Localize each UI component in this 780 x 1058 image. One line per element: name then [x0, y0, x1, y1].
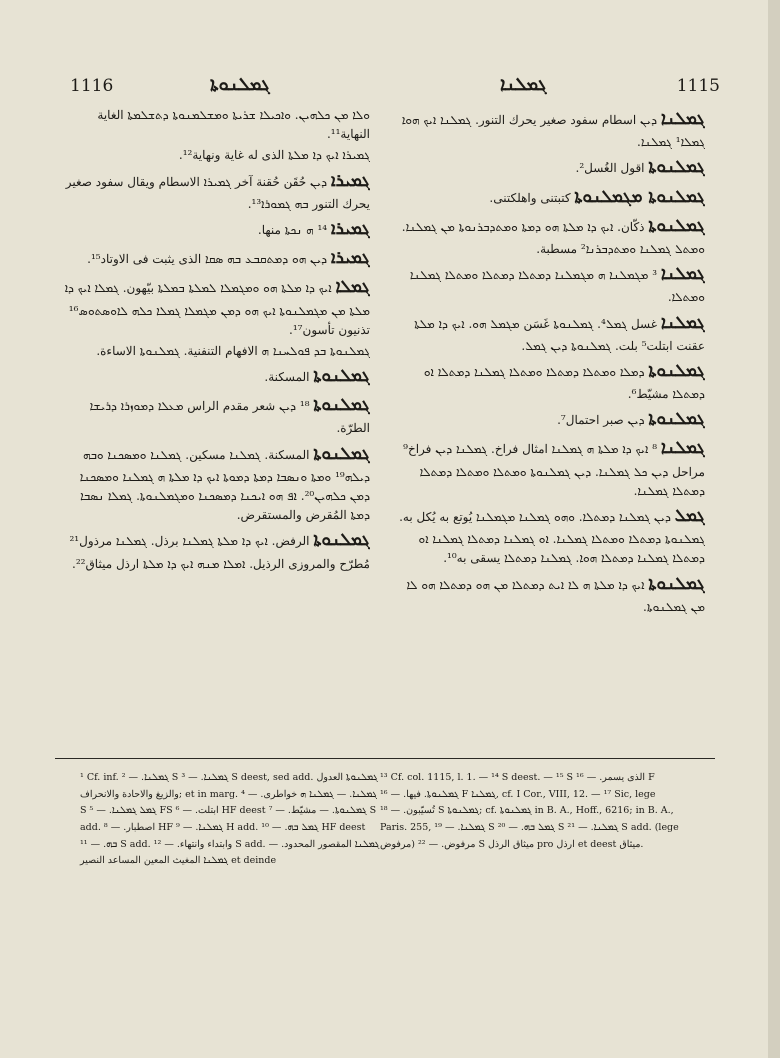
left-column [60, 106, 370, 742]
page-header [50, 76, 720, 102]
entry-headword: ܓܡܠܢܘܬܐ [648, 409, 705, 430]
binding-shadow [768, 0, 780, 1058]
right-page-number: 1115 [676, 76, 720, 96]
dictionary-entry [60, 342, 370, 361]
entry-headword: ܓܡܠܢܐ [660, 312, 705, 333]
dictionary-entry [60, 527, 370, 573]
entry-text: ܐܝܟ ܕܐ ܡܠܬܐ ܗ ܠܐ ܐܝܬ ܕܡܬܠܐ ܡܢ ܗܘ ܕܡܬܠܐ ܗܘ ܠܐ ܡܢ ܓܡܠܢܘܬܐ. [406, 577, 705, 614]
dictionary-entry [60, 168, 370, 214]
left-page-number: 1116 [70, 76, 114, 96]
entry-text: ܘܠܐ ܡܢ ܟܠܗܝܢ. ܘܐܟܝܠܐ ܫܪܝܬܐ ܘܡܫܠܡܢܘܬܐ ܕܬܫܠܡܬܐ الغاية النهاية¹¹. [97, 108, 370, 142]
entry-text: ܕܝܢ اسطام سفود صغير يحرك التنور. ܓܡܠܢܐ ܐܝܟ ܗܘܐ ܓܡܠܐ¹ ܓܡܠܢܐ. [401, 113, 705, 150]
entry-headword: ܓܡܝܪܐ [330, 170, 370, 191]
entry-headword: ܓܡܠܢܘܬܐ [313, 443, 370, 464]
footnote-rule [55, 758, 715, 759]
dictionary-entry [60, 245, 370, 272]
entry-text: المسكنة. [264, 370, 310, 385]
entry-text: المسكنة. ܓܡܠܢܐ مسكين. ܓܡܠܢܐ ܘܡܣܟܢܐ ܘܒܗ ܕܝܠܗ¹⁹ ܘܡܬܐ ܘܢܣܒܐ ܕܡܬܐ ܕܡܘܬܐ ܐܝܟ ܕܐ ܡܠܬܐ ܗ ܓܡܠܢܐ ܘܡܣܟܢܐ ܕܡܢ ܟܠܗܝܢ²⁰. ܐܦ ܗܘ ܐܝܟܢܐ ܕܡܣܟܢܐ ܘܡܓܡܠܢܘܬܐ. ܓܡܠܐ ܢܣܒܐ ܕܡܬܐ المُقرض والمستقرض. [79, 447, 370, 523]
dictionary-entry [60, 106, 370, 144]
entry-text: كتبتنى واهلكتنى. [489, 190, 571, 205]
entry-headword: ܓܡܠܐ [335, 277, 370, 298]
entry-text: ⁸ ܐܝܟ ܕܐ ܡܠܬܐ ܗ ܓܡܠܢܐ امثال فراخ. ܓܡܠܢܐ ܕܝܢ فراخ⁹ مراحل ܕܝܢ ܟܠ ܓܡܠܢܐ. ܕܝܢ ܓܡܠܢܘܬܐ ܘܡܬܠܐ ܘܡܬܠܐ ܕܡܬܠܐ ܕܡܬܠܐ ܓܡܠܢܐ. [403, 442, 705, 498]
entry-text: ܐܝܟ ܕܐ ܡܠܬܐ ܗܘ ܘܡܓܡܠܐ ܠܡܠܬܐ ܒܡܠܬܐ بيّهون. ܓܡܠܐ ܐܝܟ ܕܐ ܡܠܬܐ ܡܢ ܡܓܡܠܢܘܬܐ ܐܝܟ ܗܘ ܕܡܢ ܡܓܡܠܐ ܓܡܠܐ ܟܠܗ ܠܐܘܣܬܘܣ¹⁶ تذنيون تأسون¹⁷. [64, 281, 370, 337]
entry-headword: ܓܡܠܢܐ [660, 109, 705, 129]
dictionary-entry [395, 406, 705, 433]
dictionary-entry [60, 441, 370, 526]
entry-headword: ܓܡܠܢܐ [660, 264, 705, 285]
dictionary-entry [395, 106, 705, 152]
dictionary-entry [395, 358, 705, 404]
entry-text: ܕܝܢ ܗܘ ܕܡܬܩܒܥ ܒܗ ܣܩܐ الذى يثبت فى الاوتاد¹⁵. [87, 252, 328, 267]
page [50, 62, 720, 1022]
entry-headword: ܓܡܠ [674, 506, 705, 526]
entry-text: ¹⁴ ܗ ܢܟܬܐ منها. [257, 222, 328, 237]
entry-headword: ܓܡܠܢܐ [660, 438, 705, 459]
entry-text: ܕܝܢ حُقَن حُقنة آخر ܓܡܝܪܐ الاسطام ويقال سفود صغير يحرك التنور ܒܗ ܓܡܘܪܐ¹³. [65, 174, 370, 211]
entry-text: ܓܡܠܢܘܬܐ ܒܕ ܦܘܠܚܢܐ ܗ الافهام التنفنية. ܓܡܠܢܘܬܐ الاساءة. [96, 343, 370, 358]
footnotes-right [380, 770, 680, 853]
entry-text: ³ ܡܓܡܠܢܐ ܗ ܡܓܡܠܢܐ ܕܡܬܠܐ ܕܡܬܠܐ ܘܡܬܠܐ ܓܡܠܢܐ ܘܡܬܠܐ. [409, 268, 705, 305]
dictionary-entry [395, 503, 705, 569]
dictionary-entry [395, 213, 705, 259]
entry-text: ܓܡܝܪܐ ܐܝܟ ܕܐ ܡܠܬܐ الذى له غاية ونهاية¹². [178, 148, 370, 163]
footnotes-left [80, 770, 380, 870]
dictionary-entry [395, 310, 705, 356]
entry-headword: ܓܡܠܢܘܬܐ [313, 530, 370, 551]
entry-headword: ܓܡܠܢܘܬܐ [313, 395, 370, 416]
entry-headword: ܓܡܠܢܘܬܐ ܡܓܡܠܢܘܬܐ [574, 186, 705, 207]
entry-headword: ܓܡܠܢܘܬܐ [648, 573, 705, 594]
footnote-block: ¹ Cf. inf. ܓܡܠܢܐ. — ² S ܓܡܠܢܐ. — ³ S deest, sed add. ܓܡܠܢܘܬܐ العدول والزيغ والاحادة والانحراف; et in marg. ܓܡܠܢܐ. — ܓܡܠܢܐ ܗ خواطرى. — ⁴ S ܓܡܠ ܓܡܠܢܐ. — ⁵ FS ابتلت. — ⁶ HF deest ܓܡܠܢܘܬܐ. — مشيّط. — ⁷ S add. اصطبار. — ⁸ HF ܓܡܠܢܐ. — ⁹ H add. ܓܡܠ ܒܗ. — ¹⁰ HF deest ܒܗ. — ¹¹ S add. وابتداء وانتهاء. — ¹² S add. ܓܡܠܢܐ المقصور المحدود. — ܓܡܠܢܐ المغيث المعين المساعد النصير et deinde [80, 772, 380, 867]
dictionary-entry [395, 154, 705, 181]
entry-text: ¹⁸ ܕܝܢ شعر مقدم الراس ܡܥܠܐ ܕܡܘܙܪܐ ܕܪܝܫܐ الطرّة. [89, 399, 370, 436]
entry-text: الرفض. ܐܝܟ ܕܐ ܡܠܬܐ ܓܡܠܢܐ برذل. ܓܡܠܢܐ مرذول²¹ مُطرّح والمروزى الرذيل. ܐܡܠܐ ܡܢܗ ܐܝܟ ܕܐ ܡܠܬܐ ارذل ميثاق²². [69, 534, 370, 571]
dictionary-entry [60, 146, 370, 165]
entry-headword: ܓܡܝܪܐ [330, 218, 370, 239]
entry-text: ܕܝܢ صبر احتمال⁷. [557, 413, 645, 428]
dictionary-entry [60, 392, 370, 438]
left-running-title: ܓܡܠܢܘܬܐ [210, 74, 270, 95]
dictionary-entry [60, 274, 370, 340]
dictionary-entry [60, 216, 370, 243]
dictionary-entry [395, 184, 705, 211]
entry-headword: ܓܡܠܢܘܬܐ [313, 366, 370, 387]
entry-headword: ܓܡܠܢܘܬܐ [648, 360, 705, 381]
dictionary-entry [60, 363, 370, 390]
entry-text: ذكّان. ܐܝܟ ܕܐ ܡܠܬܐ ܗܘ ܕܡܬܐ ܘܡܬܕܒܪܢܘܬܐ ܡܢ ܓܡܠܢܐ. ܘܡܬܠ ܓܡܠܢܐ ܘܡܬܕܒܪܢܐ² مسطبة. [401, 219, 705, 256]
dictionary-entry [395, 571, 705, 617]
entry-text: اقول الغُسل². [575, 161, 645, 176]
right-column [395, 106, 705, 742]
right-running-title: ܓܡܠܢܐ [500, 74, 547, 95]
entry-headword: ܓܡܝܪܐ [330, 248, 370, 269]
entry-headword: ܓܡܠܢܘܬܐ [648, 215, 705, 236]
dictionary-entry [395, 261, 705, 307]
entry-headword: ܓܡܠܢܘܬܐ [648, 157, 705, 178]
footnote-block: ¹³ Cf. col. 1115, l. 1. — ¹⁴ S deest. — ¹⁵ S الذى يسمر. — ¹⁶ F ܓܡܠܢܘܬܐ. فيها. — ¹⁶ F ܓܡܠܢܐ, cf. I Cor., VIII, 12. — ¹⁷ Sic, lege تُسيّبون. — ¹⁸ S ܓܡܠܢܘܬܐ; cf. ܓܡܠܢܘܬܐ in B. A., Hoff., 6216; in B. A., Paris. 255, ܓܡܠܢܐ. — ¹⁹ S ܓܡܠ ܒܗ. — ²⁰ S ܓܡܠܢܐ. — ²¹ S add. (lege مرفوض) مرفوض. — ²² S ميثاق الرذل pro ارذل et deest ميثاق. [380, 772, 679, 850]
dictionary-entry [395, 435, 705, 501]
entry-text: ܕܝܢ ܓܡܠܢܐ ܕܡܬܠܐ. ܘܗܘ ܓܡܠܢܐ ܡܓܡܠܢܐ يُوتع به يُكل به. ܓܡܠܢܘܬܐ ܕܡܬܠܐ ܘܡܬܠܐ ܓܡܠܢܐ. ܐܘ ܓܡܠܢܐ ܕܡܬܠܐ ܓܡܠܢܐ ܐܘ ܕܡܬܠܐ ܓܡܠܢܐ ܕܡܬܠܐ ܗܘܐ. ܓܡܠܢܐ ܕܡܬܠܐ يسقى به¹⁰. [399, 510, 705, 566]
entry-text: ܕܡܠܐ ܘܡܬܠܐ ܕܡܬܠܐ ܘܡܬܠܐ ܓܡܠܢܐ ܕܡܬܠܐ ܐܘ ܕܡܬܠܐ مشيّط⁶. [423, 364, 705, 402]
entry-text: غسل ܓܡܠ⁴. ܓܡܠܢܘܬܐ غَسَن ܡܓܡܠ ܗܘ. ܐܝܟ ܕܐ ܡܠܬܐ عقنت ابتلت⁵ بلت. ܓܡܠܢܘܬܐ ܕܝܢ ܓܡܠ. [414, 316, 705, 353]
